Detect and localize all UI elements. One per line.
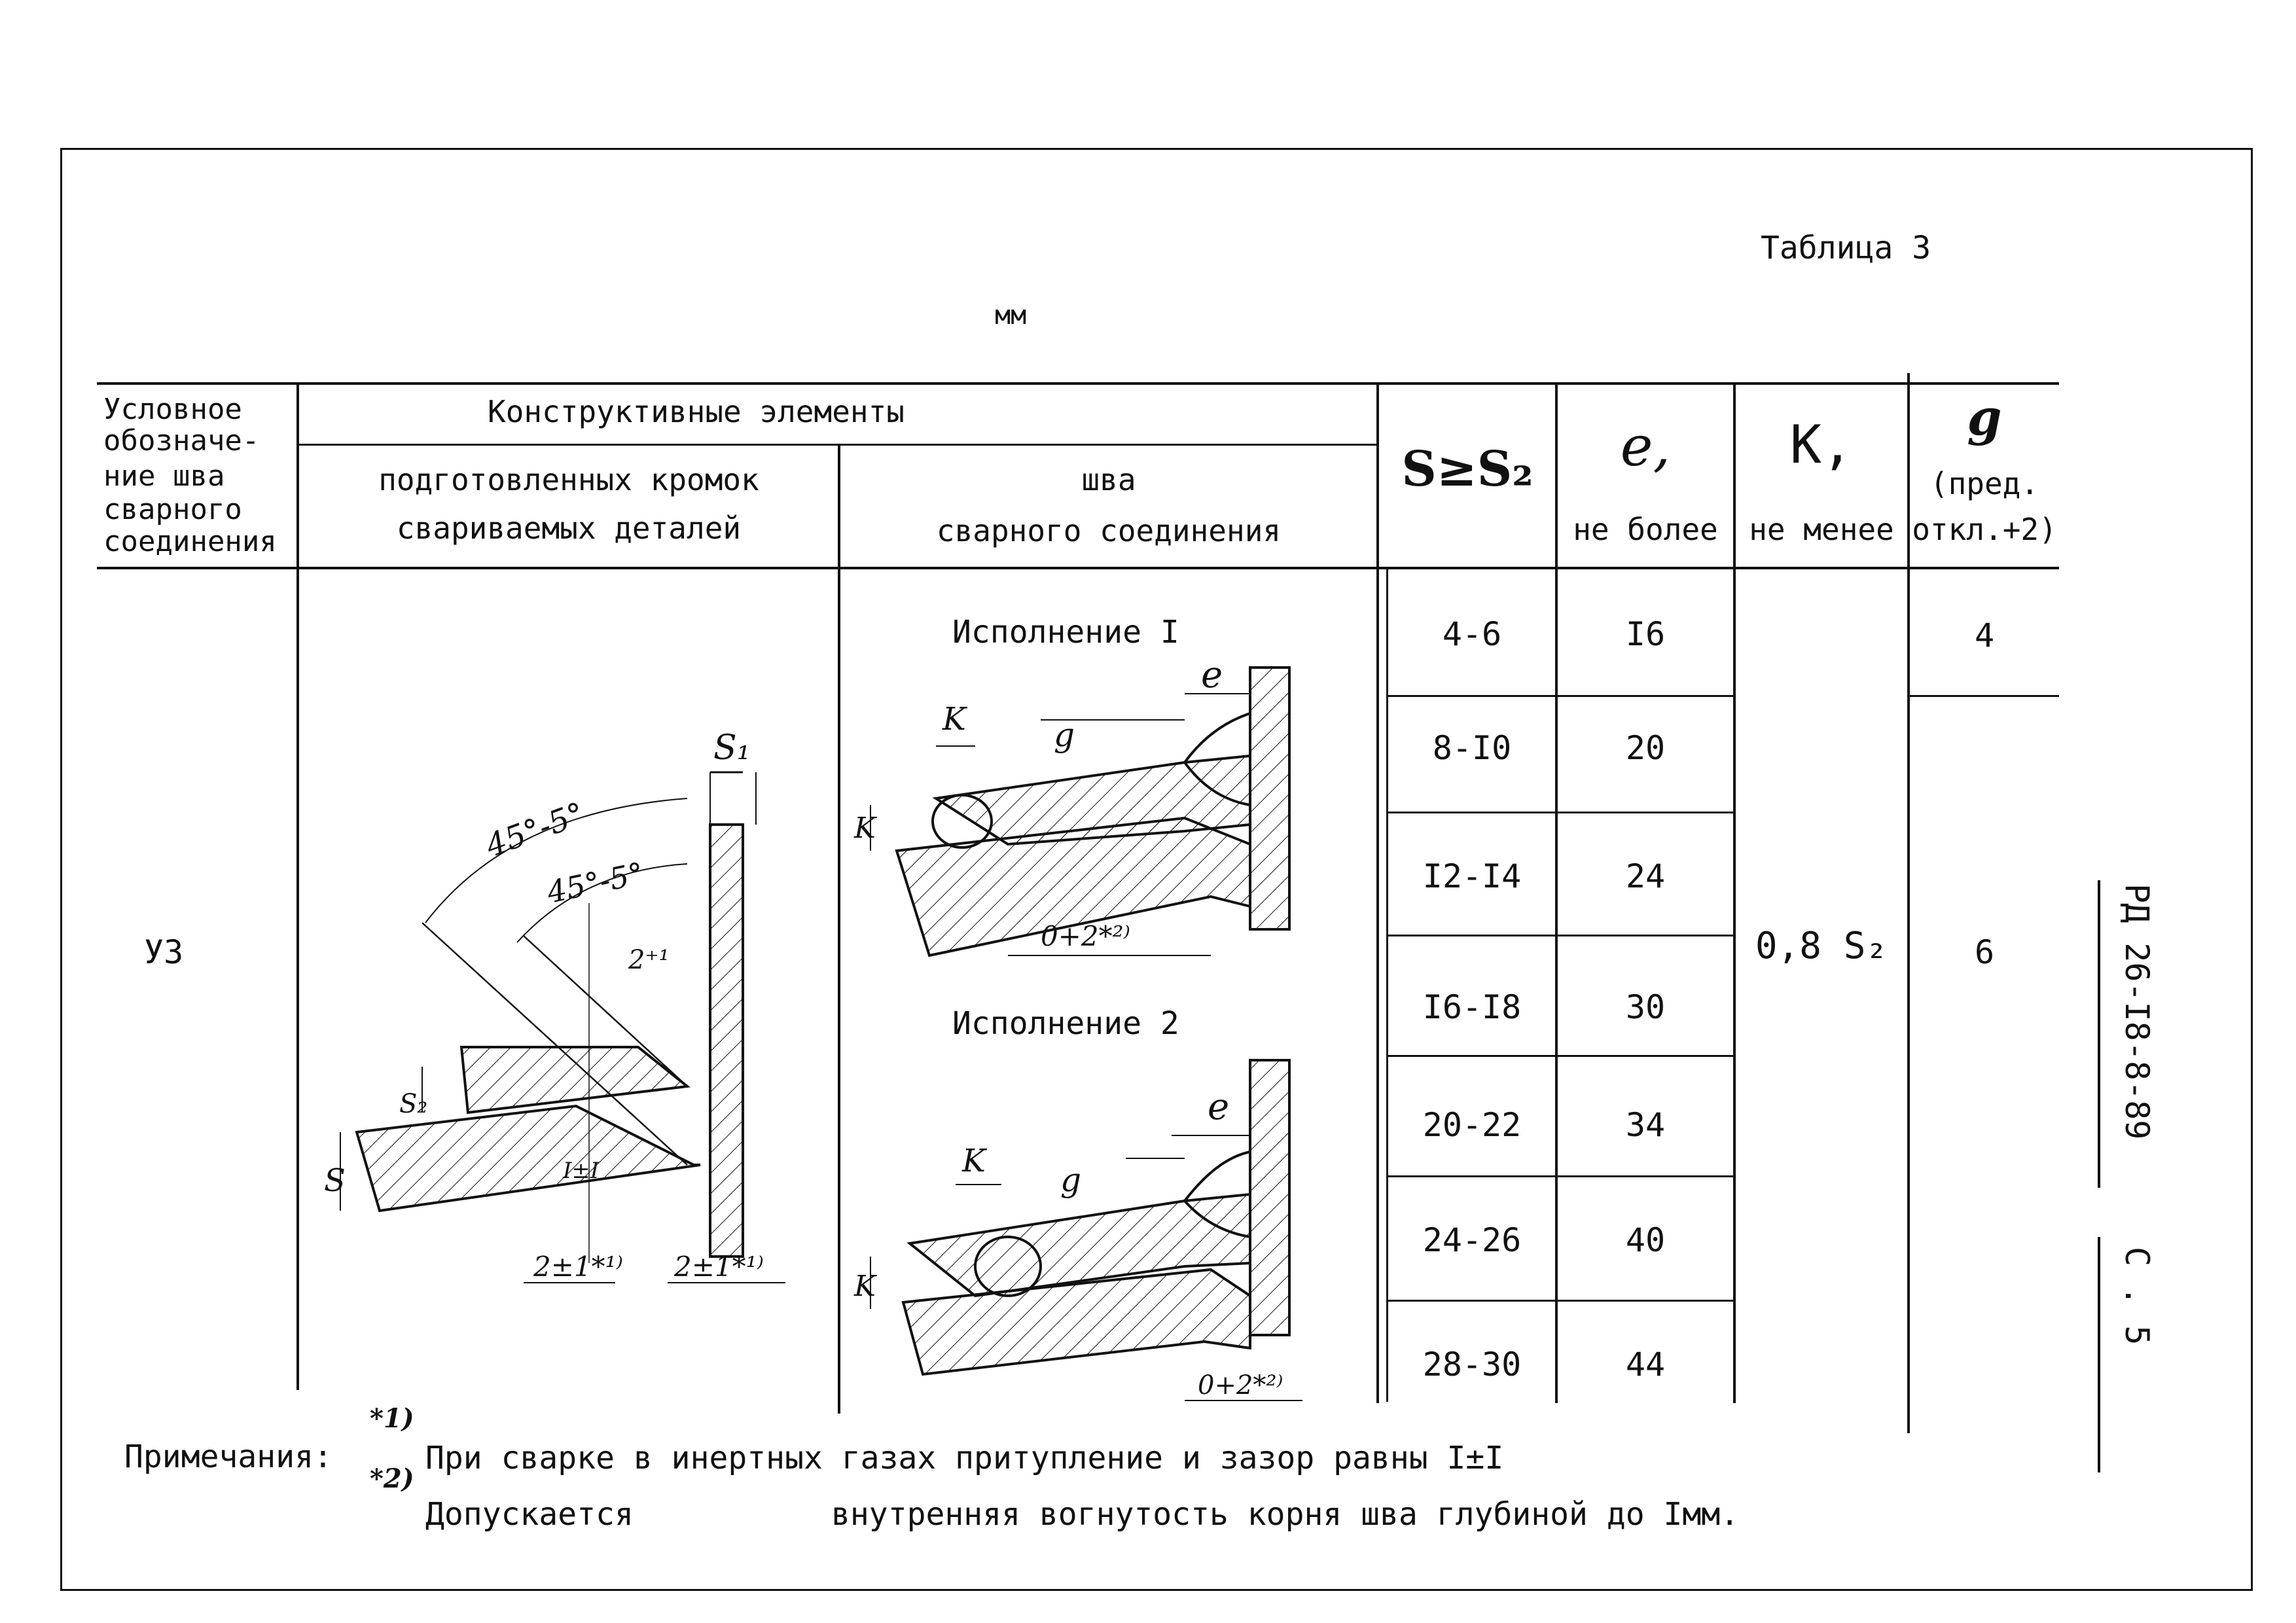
frame-right xyxy=(2251,148,2253,1591)
row-line-6 xyxy=(1386,1300,1734,1302)
dim-angle-inner: 45°-5° xyxy=(544,855,647,910)
weld2-e: e xyxy=(1208,1086,1230,1128)
header-designation-3: ние шва xyxy=(103,459,225,493)
e-value-7: 44 xyxy=(1625,1346,1666,1383)
s-value-2: 8-I0 xyxy=(1432,729,1512,767)
header-designation-4: сварного xyxy=(103,493,242,526)
e-value-4: 30 xyxy=(1625,988,1666,1026)
variant-1-caption: Исполнение I xyxy=(952,614,1179,651)
row-line-5 xyxy=(1386,1175,1734,1177)
dim-left: 2±1*¹⁾ xyxy=(533,1251,623,1283)
weld2-k-top: K xyxy=(962,1143,986,1179)
header-s: S≥S₂ xyxy=(1401,441,1534,497)
s-value-3: I2-I4 xyxy=(1422,857,1522,895)
row-line-4 xyxy=(1386,1055,1734,1057)
dim-right: 2±1*¹⁾ xyxy=(674,1251,764,1283)
weld-variant-2-drawing xyxy=(844,1047,1374,1414)
s-value-5: 20-22 xyxy=(1422,1106,1522,1144)
dim-s2: S₂ xyxy=(399,1089,428,1119)
header-weld-2: сварного соединения xyxy=(936,513,1282,548)
side-divider-1 xyxy=(2098,880,2100,1188)
header-k-sub: не менее xyxy=(1749,512,1894,547)
e-value-5: 34 xyxy=(1625,1106,1666,1144)
row-line-3 xyxy=(1386,935,1734,936)
header-designation-5: соединения xyxy=(103,525,277,558)
variant-2-caption: Исполнение 2 xyxy=(952,1005,1179,1042)
weld1-k-side: K xyxy=(854,812,876,845)
header-g-sub-1: (пред. xyxy=(1929,466,2039,501)
notes-mark-2: *2) xyxy=(370,1463,414,1494)
weld1-e: e xyxy=(1201,654,1223,696)
header-k-symbol: K, xyxy=(1789,414,1854,475)
frame-top xyxy=(60,148,2253,150)
notes-title: Примечания: xyxy=(124,1438,332,1475)
weld1-gap: 0+2*²⁾ xyxy=(1041,920,1130,952)
notes-line-2a: Допускается xyxy=(425,1496,634,1533)
header-designation-2: обозначе- xyxy=(103,424,260,457)
notes-mark-1: *1) xyxy=(370,1403,414,1434)
header-prepared-1: подготовленных кромок xyxy=(378,462,759,497)
header-construct: Конструктивные элементы xyxy=(488,394,905,429)
weld2-k-side: K xyxy=(854,1270,876,1303)
row-designation: У3 xyxy=(144,933,184,971)
notes-line-1: При сварке в инертных газах притупление и зазор равны I±I xyxy=(425,1440,1504,1476)
prepared-edges-drawing xyxy=(301,707,838,1296)
s-value-1: 4-6 xyxy=(1442,615,1502,653)
header-e-symbol: e, xyxy=(1620,414,1671,478)
table-top-line xyxy=(97,382,2059,385)
frame-left xyxy=(60,148,62,1591)
dim-s: S xyxy=(324,1162,346,1199)
subheader-line xyxy=(298,444,1376,446)
weld-variant-1-drawing xyxy=(844,648,1374,975)
g-value-1: 4 xyxy=(1974,616,1995,654)
side-page-number: С . 5 xyxy=(2118,1247,2156,1346)
weld1-g: g xyxy=(1054,716,1075,754)
weld2-g: g xyxy=(1060,1161,1082,1199)
frame-bottom xyxy=(60,1589,2253,1591)
row-line-2 xyxy=(1386,812,1734,813)
e-value-1: I6 xyxy=(1625,615,1666,653)
header-designation-1: Условное xyxy=(103,393,242,426)
side-doc-code: РД 26-I8-8-89 xyxy=(2118,883,2156,1140)
row-line-g xyxy=(1907,695,2059,697)
dim-blunt: I±I xyxy=(563,1158,600,1184)
header-e-sub: не более xyxy=(1573,512,1718,547)
e-value-2: 20 xyxy=(1625,729,1666,767)
row-line-1 xyxy=(1386,695,1734,697)
units-label: мм xyxy=(995,300,1027,330)
col-line-1 xyxy=(296,382,299,1390)
header-prepared-2: свариваемых деталей xyxy=(396,510,742,546)
weld1-k-top: K xyxy=(942,701,966,738)
e-value-6: 40 xyxy=(1625,1221,1666,1259)
k-value: 0,8 S₂ xyxy=(1755,925,1888,967)
s-value-4: I6-I8 xyxy=(1422,988,1522,1026)
dim-angle-outer: 45°-5° xyxy=(480,795,590,865)
g-value-2: 6 xyxy=(1974,933,1995,971)
e-value-3: 24 xyxy=(1625,857,1666,895)
table-label: Таблица 3 xyxy=(1761,230,1931,266)
header-g-symbol: g xyxy=(1967,388,2002,446)
header-weld-1: шва xyxy=(1081,462,1136,497)
header-g-sub-2: откл.+2) xyxy=(1912,512,2057,547)
notes-line-2b: внутренняя вогнутость корня шва глубиной до Iмм. xyxy=(831,1496,1740,1533)
col-line-3b xyxy=(1386,569,1388,1402)
s-value-6: 24-26 xyxy=(1422,1221,1522,1259)
dim-s1: S₁ xyxy=(713,728,751,768)
dim-gap-top: 2⁺¹ xyxy=(628,945,670,975)
side-divider-2 xyxy=(2098,1237,2100,1472)
s-value-7: 28-30 xyxy=(1422,1346,1522,1383)
header-bottom-line xyxy=(97,567,2059,569)
weld2-gap: 0+2*²⁾ xyxy=(1198,1370,1283,1400)
col-line-2 xyxy=(838,445,840,1414)
